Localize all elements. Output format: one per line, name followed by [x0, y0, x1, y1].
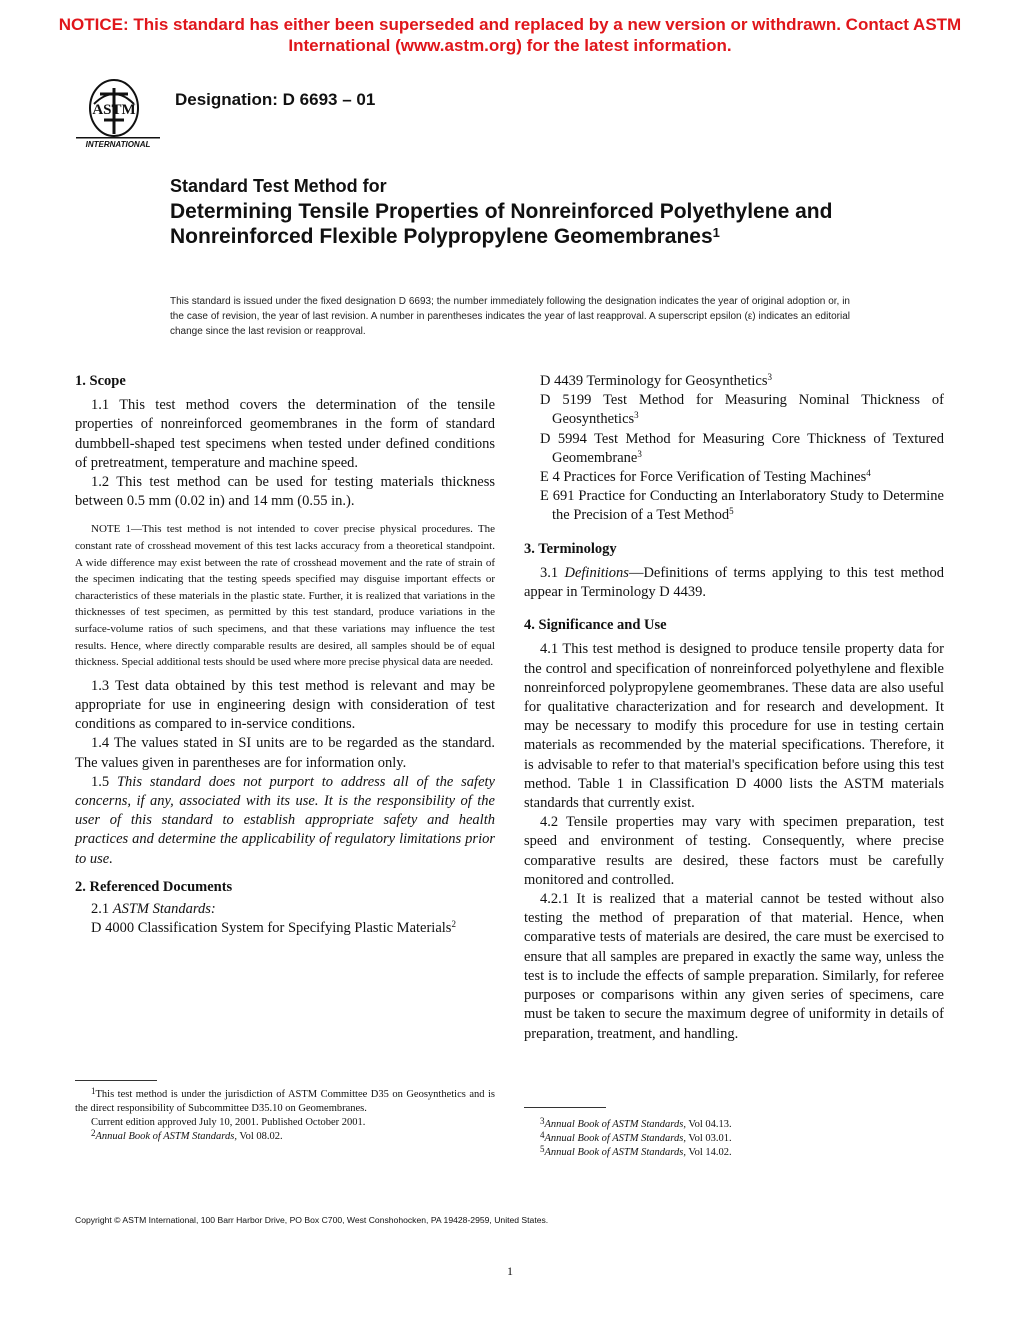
footnote-divider-right	[524, 1107, 606, 1108]
reference-e691	[524, 487, 944, 525]
section-1-4: 1.4 The values stated in SI units are to be regarded as the standard. The values given in parentheses are for information only.	[75, 735, 495, 771]
copyright-line: Copyright © ASTM International, 100 Barr Harbor Drive, PO Box C700, West Conshohocken, PA 19428-2959, United States.	[75, 1215, 549, 1225]
footnote-3-marker: 3	[540, 1116, 545, 1126]
significance-heading: 4. Significance and Use	[524, 617, 667, 634]
section-4-2-1: 4.2.1 It is realized that a material cannot be tested without also testing the method of preparation of that material. Hence, when comparative tests of materials are desired, the care must be exercised to ensure that all samples are prepared in exactly the same way, unless the test is to include the effects of sample preparation. Similarly, for referee purposes or comparisons within any given series of specimens, care must be taken to secure the maximum degree of uniformity in details of preparation, treatment, and handling.	[524, 891, 944, 1042]
section-3-1-number: 3.1	[540, 564, 565, 581]
note-1: NOTE 1—This test method is not intended to cover precise physical procedures. The constant rate of crosshead movement of this test lacks accuracy from a theoretical standpoint. A wide difference may exist between the rate of crosshead movement and the rate of strain of the specimen indicating that the testing speeds specified may disguise important effects or characteristics of these materials in the plastic state. Further, it is realized that variations in the thicknesses of test specimen, as permitted by this test standard, produce variations in the surface-volume ratios of such specimens, and that these variations may influence the test results. Hence, where directly comparable results are desired, all samples should be of equal thickness. Special additional tests should be used where more precise physical data are needed.	[75, 523, 495, 669]
reference-d5994-sup: 3	[637, 448, 642, 459]
title-footnote-ref: 1	[712, 225, 720, 240]
footnote-1-marker: 1	[91, 1086, 96, 1096]
reference-d4439	[524, 372, 944, 391]
section-3-1-text: —Definitions of terms applying to this test method appear in Terminology D 4439.	[524, 564, 945, 601]
section-1-5-text: This standard does not purport to address all of the safety concerns, if any, associated with its use. It is the responsibility of the user of this standard to establish appropriate safety and health practices and determine the applicability of regulatory limitations prior to use.	[75, 773, 495, 867]
right-footnotes	[524, 1118, 944, 1160]
document-title	[170, 199, 870, 249]
reference-d4000-sup: 2	[451, 919, 456, 930]
astm-logo-graphic	[74, 74, 162, 152]
notice-line-2: International (www.astm.org) for the latest information.	[288, 36, 732, 55]
footnote-5	[524, 1146, 944, 1160]
reference-d5199-sup: 3	[634, 410, 639, 421]
section-2-1-number: 2.1	[91, 901, 113, 917]
reference-d5199-text: D 5199 Test Method for Measuring Nominal Thickness of Geosynthetics	[540, 392, 944, 428]
section-1-2: 1.2 This test method can be used for testing materials thickness between 0.5 mm (0.02 in) and 14 mm (0.55 in.).	[75, 474, 495, 510]
left-footnotes	[75, 1088, 495, 1144]
withdrawal-notice	[0, 14, 1020, 56]
footnote-2	[75, 1130, 495, 1144]
footnote-5-title: Annual Book of ASTM Standards,	[544, 1147, 686, 1158]
logo-subtext: INTERNATIONAL	[85, 140, 151, 149]
footnote-2-volume: Vol 08.02.	[236, 1131, 283, 1142]
terminology-heading: 3. Terminology	[524, 540, 617, 557]
notice-line-1: NOTICE: This standard has either been superseded and replaced by a new version or withdrawn. Contact ASTM	[58, 15, 962, 34]
footnote-4	[524, 1132, 944, 1146]
reference-d4000	[75, 919, 495, 938]
footnote-divider-left	[75, 1080, 157, 1081]
page-number: 1	[507, 1264, 513, 1278]
title-text: Determining Tensile Properties of Nonreinforced Polyethylene and Nonreinforced Flexible Polypropylene Geomembranes	[170, 200, 833, 248]
reference-d4439-sup: 3	[767, 372, 772, 382]
designation: Designation: D 6693 – 01	[175, 90, 376, 109]
footnote-3	[524, 1118, 944, 1132]
footnote-4-volume: Vol 03.01.	[685, 1133, 732, 1144]
footnote-5-volume: Vol 14.02.	[685, 1147, 732, 1158]
left-column	[75, 372, 495, 938]
reference-e4-text: E 4 Practices for Force Verification of Testing Machines	[540, 469, 867, 486]
reference-d5994-text: D 5994 Test Method for Measuring Core Thickness of Textured Geomembrane	[540, 430, 944, 466]
section-2-1-text: ASTM Standards:	[112, 901, 216, 917]
section-1-5	[75, 773, 495, 869]
issuance-note: This standard is issued under the fixed designation D 6693; the number immediately following the designation indicates the year of original adoption or, in the case of revision, the year of last revision. A number in parentheses indicates the year of last reapproval. A superscript epsilon (ε) indicates an editorial change since the last revision or reapproval.	[170, 296, 850, 337]
section-4-2: 4.2 Tensile properties may vary with specimen preparation, test speed and environment of testing. Consequently, where precise comparative results are desired, these factors must be carefully monitored and controlled.	[524, 814, 944, 888]
title-prefix: Standard Test Method for	[170, 176, 387, 196]
reference-d5199	[524, 391, 944, 429]
footnote-1-text: This test method is under the jurisdiction of ASTM Committee D35 on Geosynthetics and is the direct responsibility of Subcommittee D35.10 on Geomembranes.	[75, 1089, 495, 1114]
footnote-3-volume: Vol 04.13.	[685, 1119, 732, 1130]
logo-text: ASTM	[92, 102, 136, 118]
section-2-1	[75, 900, 495, 919]
section-4-1: 4.1 This test method is designed to produce tensile property data for the control and specification of nonreinforced polyethylene and flexible nonreinforced polypropylene geomembranes. These data are also useful for qualitative characterization and for research and development. It may be necessary to modify this procedure for use in testing certain materials as recommended by the material specifications. Therefore, it is advisable to refer to that material's specification before using this test method. Table 1 in Classification D 4000 lists the ASTM materials standards that currently exist.	[524, 641, 944, 812]
footnote-5-marker: 5	[540, 1144, 545, 1154]
footnote-2-title: Annual Book of ASTM Standards,	[95, 1131, 237, 1142]
footnote-4-title: Annual Book of ASTM Standards,	[544, 1133, 686, 1144]
reference-e4-sup: 4	[866, 468, 871, 479]
footnote-3-title: Annual Book of ASTM Standards,	[544, 1119, 686, 1130]
astm-international-logo	[74, 74, 162, 152]
referenced-documents-heading: 2. Referenced Documents	[75, 878, 233, 895]
scope-heading: 1. Scope	[75, 373, 126, 389]
footnote-2-marker: 2	[91, 1128, 96, 1138]
reference-d4000-text: D 4000 Classification System for Specifying Plastic Materials	[91, 920, 452, 937]
footnote-4-marker: 4	[540, 1130, 545, 1140]
reference-d5994	[524, 430, 944, 468]
right-column	[524, 372, 944, 1044]
section-1-3: 1.3 Test data obtained by this test method is relevant and may be appropriate for use in engineering design with consideration of test conditions as compared to in-service conditions.	[75, 677, 495, 733]
reference-e691-sup: 5	[729, 506, 734, 517]
section-3-1	[524, 564, 944, 602]
reference-e691-text: E 691 Practice for Conducting an Interlaboratory Study to Determine the Precision of a Test Method	[540, 488, 944, 524]
footnote-1-approval: Current edition approved July 10, 2001. Published October 2001.	[91, 1117, 366, 1128]
section-3-1-term: Definitions	[564, 564, 629, 581]
section-1-1: 1.1 This test method covers the determination of the tensile properties of nonreinforced geomembranes in the form of standard dumbbell-shaped test specimens when tested under defined conditions of pretreatment, temperature and machine speed.	[75, 397, 495, 471]
footnote-1	[75, 1088, 495, 1116]
reference-e4	[524, 468, 944, 487]
reference-d4439-text: D 4439 Terminology for Geosynthetics	[540, 373, 768, 389]
section-1-5-number: 1.5	[91, 773, 117, 790]
